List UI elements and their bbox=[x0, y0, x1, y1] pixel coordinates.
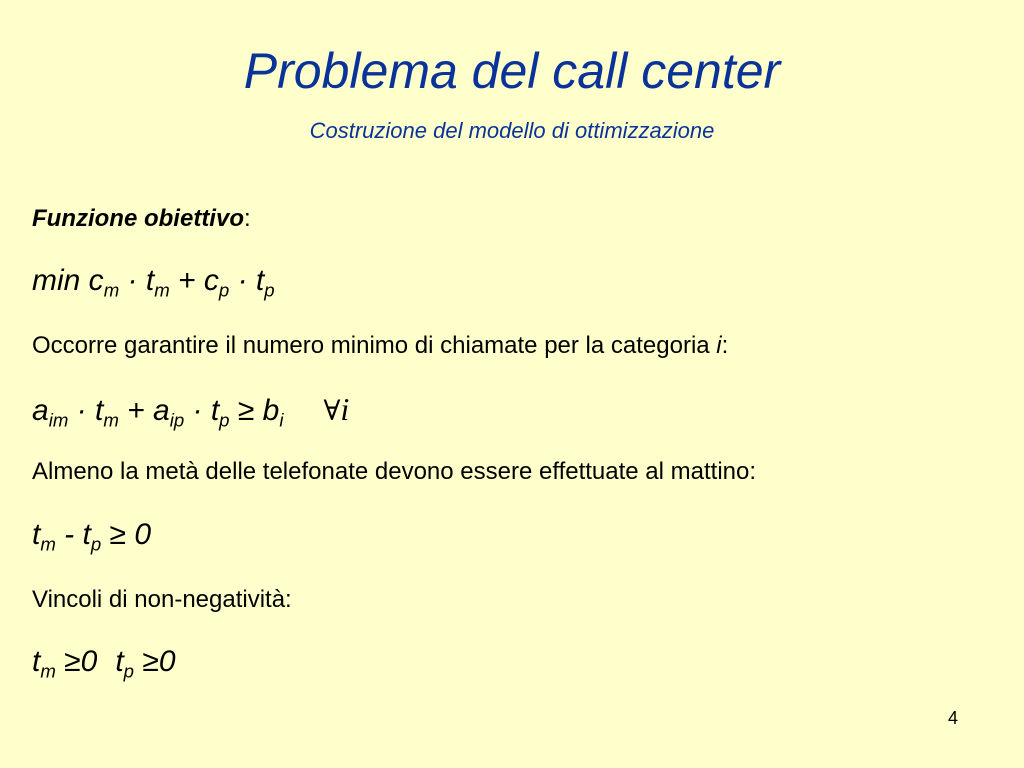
forall-symbol: ∀ bbox=[323, 394, 341, 427]
constraint1-variable: i bbox=[716, 332, 722, 359]
formula-subscript: p bbox=[218, 279, 230, 301]
constraint2-formula bbox=[32, 518, 1012, 555]
formula-subscript: p bbox=[123, 660, 135, 682]
formula-part: t bbox=[32, 645, 41, 678]
formula-subscript: i bbox=[279, 409, 284, 431]
formula-subscript: m bbox=[103, 279, 120, 301]
formula-subscript: m bbox=[103, 409, 119, 431]
formula-part: - t bbox=[55, 518, 91, 551]
constraint1-formula bbox=[32, 391, 1012, 431]
formula-part: ≥0 bbox=[55, 645, 98, 678]
formula-part: t bbox=[115, 645, 124, 678]
forall-variable: i bbox=[340, 391, 350, 427]
formula-part: a bbox=[32, 394, 49, 427]
page-number: 4 bbox=[948, 708, 959, 728]
formula-part: ≥ 0 bbox=[101, 518, 152, 551]
formula-subscript: m bbox=[154, 279, 170, 301]
formula-part: min c bbox=[32, 264, 104, 297]
objective-label-text: Funzione obiettivo bbox=[32, 205, 244, 232]
formula-part: · t bbox=[119, 264, 155, 297]
formula-part: t bbox=[32, 518, 41, 551]
formula-part: · t bbox=[184, 394, 220, 427]
formula-part: ≥ b bbox=[229, 394, 280, 427]
forall-quantifier bbox=[323, 391, 349, 428]
formula-part: · t bbox=[68, 394, 104, 427]
formula-subscript: m bbox=[40, 533, 56, 555]
constraint3-description: Vincoli di non-negatività: bbox=[32, 586, 292, 613]
constraint3-formula bbox=[32, 645, 1012, 682]
formula-subscript: p bbox=[264, 279, 275, 301]
slide-title: Problema del call center bbox=[243, 43, 781, 99]
formula-subscript: ip bbox=[169, 409, 185, 431]
constraint2-description: Almeno la metà delle telefonate devono essere effettuate al mattino: bbox=[32, 458, 757, 485]
slide-subtitle: Costruzione del modello di ottimizzazione bbox=[309, 118, 715, 143]
formula-subscript: m bbox=[40, 660, 56, 682]
constraint1-description bbox=[32, 332, 1012, 360]
objective-label bbox=[32, 205, 1012, 233]
formula-part: · t bbox=[229, 264, 265, 297]
formula-subscript: p bbox=[90, 533, 102, 555]
formula-part: ≥0 bbox=[134, 645, 176, 678]
objective-formula bbox=[32, 264, 1012, 301]
formula-part: + c bbox=[169, 264, 219, 297]
formula-part: + a bbox=[118, 394, 170, 427]
formula-subscript: p bbox=[219, 409, 230, 431]
formula-subscript: im bbox=[48, 409, 69, 431]
constraint1-colon: : bbox=[721, 332, 729, 359]
constraint1-text: Occorre garantire il numero minimo di chiamate per la categoria bbox=[32, 332, 717, 359]
objective-label-colon: : bbox=[243, 205, 251, 232]
